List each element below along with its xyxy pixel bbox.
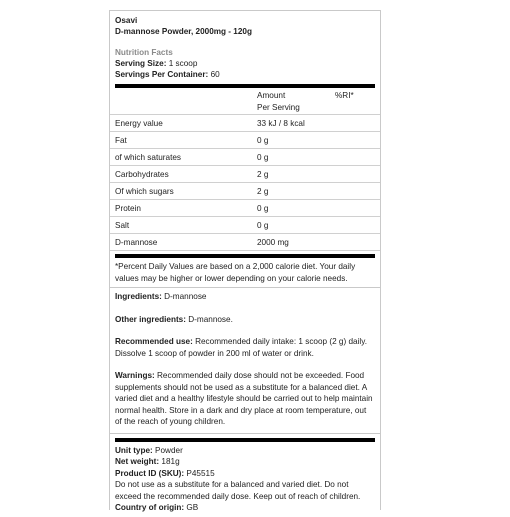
table-row: Energy value 33 kJ / 8 kcal xyxy=(110,115,380,132)
usage-notice: Do not use as a substitute for a balanced and varied diet. Do not exceed the recommended daily dose. Keep out of reach of children. xyxy=(115,480,361,501)
daily-values-footnote: *Percent Daily Values are based on a 2,000 calorie diet. Your daily values may be higher or lower depending on your calorie needs. xyxy=(115,262,356,283)
servings-value: 60 xyxy=(210,70,220,79)
product-title: D-mannose Powder, 2000mg - 120g xyxy=(115,27,252,36)
table-header xyxy=(110,88,380,115)
country-of-origin: Country of origin: GB xyxy=(115,503,199,512)
serving-size-value: 1 scoop xyxy=(168,59,198,68)
servings-per-container xyxy=(115,69,375,80)
warnings: Warnings: Recommended daily dose should not be exceeded. Food supplements should not be used as a substitute for a balanced diet. A varied diet and a healthy lifestyle should be carried out to help maintain normal health. Store in a dark and dry place at room temperature, out of the reach of young children. xyxy=(115,371,373,426)
table-row: Carbohydrates 2 g xyxy=(110,166,380,183)
product-id: Product ID (SKU): P45515 xyxy=(115,468,215,478)
servings-label: Servings Per Container: xyxy=(115,70,209,79)
net-weight: Net weight: 181g xyxy=(115,457,180,466)
table-row: Fat 0 g xyxy=(110,132,380,149)
table-row: Protein 0 g xyxy=(110,200,380,217)
nutrition-facts-title: Nutrition Facts xyxy=(115,48,173,57)
nutrition-table xyxy=(110,88,380,251)
serving-size xyxy=(115,58,375,69)
product-info xyxy=(110,442,380,517)
table-row: Salt 0 g xyxy=(110,217,380,234)
table-row: Of which sugars 2 g xyxy=(110,183,380,200)
ingredients: Ingredients: D-mannose xyxy=(115,292,207,301)
ri-header: %RI* xyxy=(330,88,380,115)
divider-thin xyxy=(110,433,380,434)
serving-size-label: Serving Size: xyxy=(115,59,167,68)
amount-header: Amount Per Serving xyxy=(252,88,330,115)
table-row: D-mannose 2000 mg xyxy=(110,234,380,251)
nutrition-panel xyxy=(109,10,381,510)
brand-name: Osavi xyxy=(115,16,138,25)
other-ingredients: Other ingredients: D-mannose. xyxy=(115,314,233,324)
recommended-use: Recommended use: Recommended daily intake: 1 scoop (2 g) daily. Dissolve 1 scoop of powder in 200 ml of water or drink. xyxy=(115,337,367,358)
unit-type: Unit type: Powder xyxy=(115,445,183,455)
table-row: of which saturates 0 g xyxy=(110,149,380,166)
ingredients-section xyxy=(110,288,380,433)
